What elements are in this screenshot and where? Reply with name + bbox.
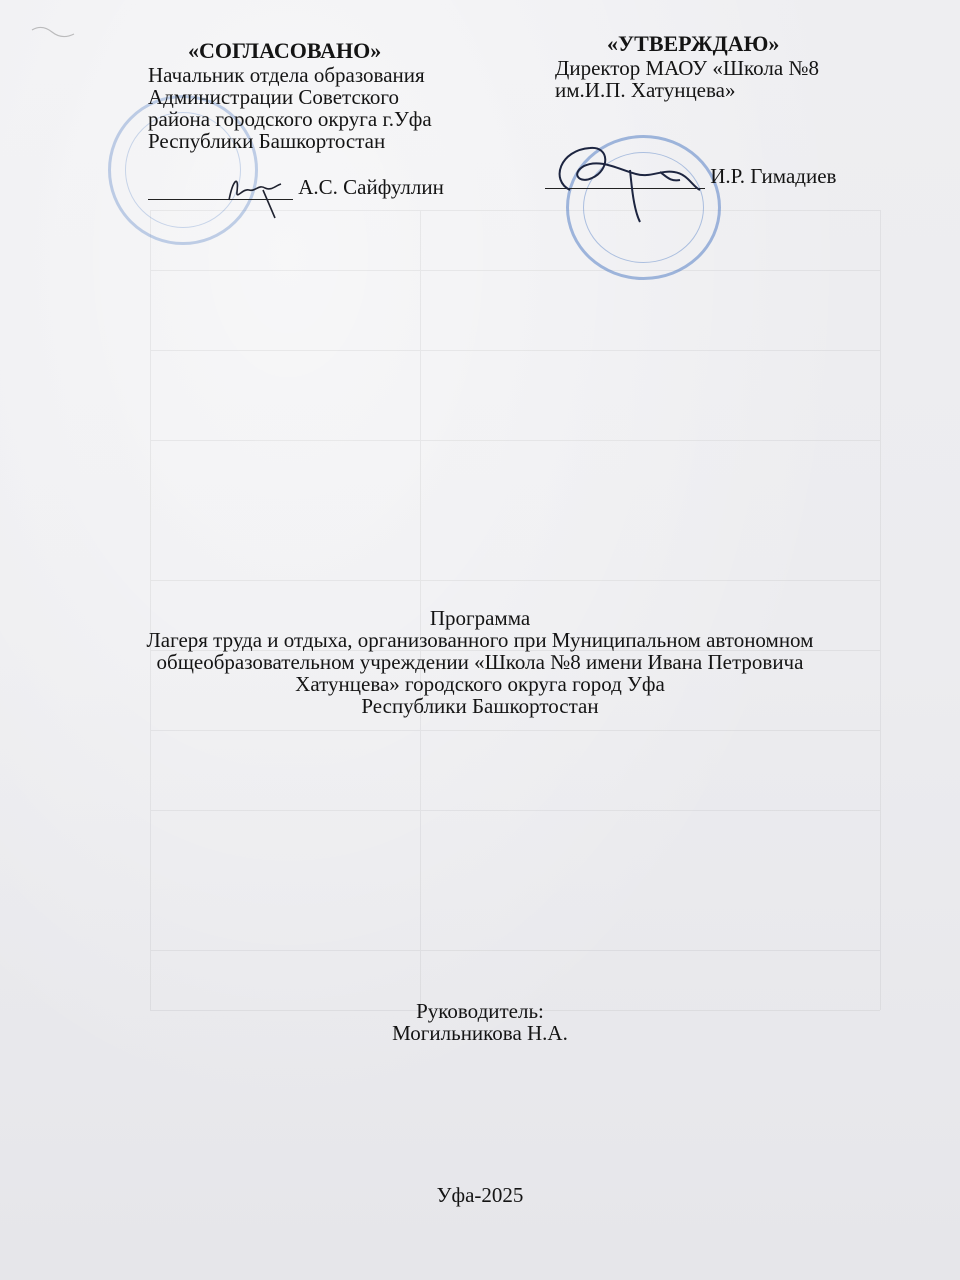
leader-label: Руководитель:	[416, 999, 544, 1023]
signature-line-right	[545, 164, 836, 189]
approval-block-left	[148, 40, 468, 152]
signature-line-left	[148, 175, 444, 200]
corner-smudge	[30, 22, 110, 42]
signer-name-left: А.С. Сайфуллин	[298, 175, 444, 199]
leader-name: Могильникова Н.А.	[392, 1021, 568, 1045]
approval-line: Администрации Советского	[148, 85, 399, 109]
approval-line: Начальник отдела образования	[148, 63, 425, 87]
program-description-line: Лагеря труда и отдыха, организованного при Муниципальном автономном	[146, 628, 814, 652]
official-stamp-right	[566, 135, 721, 280]
program-title: Программа	[429, 606, 531, 630]
approval-line: им.И.П. Хатунцева»	[555, 78, 736, 102]
approval-heading-left: «СОГЛАСОВАНО»	[188, 38, 382, 63]
leader-block	[300, 1000, 660, 1044]
city-year: Уфа-2025	[436, 1183, 524, 1207]
approval-line: района городского округа г.Уфа	[148, 107, 432, 131]
signature-underline	[545, 168, 705, 189]
program-description-line: Хатунцева» городского округа город Уфа	[295, 672, 665, 696]
approval-line: Республики Башкортостан	[148, 129, 386, 153]
approval-heading-right: «УТВЕРЖДАЮ»	[607, 31, 780, 56]
signer-name-right: И.Р. Гимадиев	[710, 164, 837, 188]
signature-underline	[148, 179, 293, 200]
program-title-block	[100, 607, 860, 717]
approval-block-right	[555, 33, 875, 101]
approval-line: Директор МАОУ «Школа №8	[555, 56, 819, 80]
program-description-line: Республики Башкортостан	[361, 694, 599, 718]
program-description-line: общеобразовательном учреждении «Школа №8 имени Ивана Петровича	[156, 650, 804, 674]
